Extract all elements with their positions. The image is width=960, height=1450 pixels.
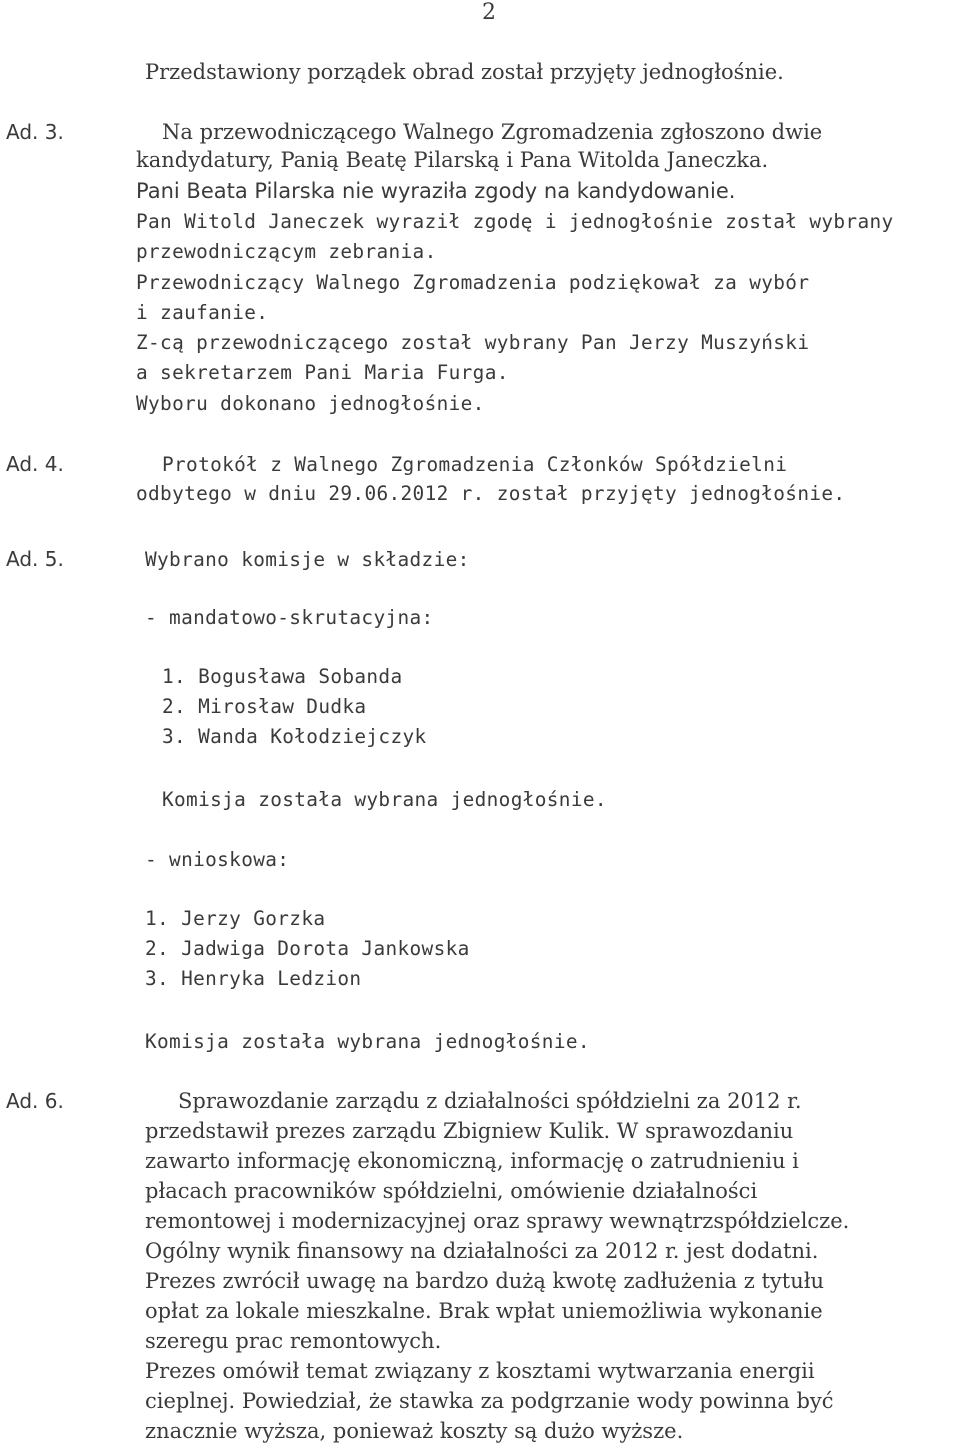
commission-member: 1. Jerzy Gorzka [145,907,326,930]
item-label-ad6: Ad. 6. [6,1089,64,1113]
ad6-line: Prezes omówił temat związany z kosztami wytwarzania energii [145,1359,815,1383]
ad6-line: płacach pracowników spółdzielni, omówienie działalności [145,1179,758,1203]
ad4-line: odbytego w dniu 29.06.2012 r. został przyjęty jednogłośnie. [136,482,846,505]
commission-member: 2. Jadwiga Dorota Jankowska [145,937,470,960]
ad3-line: a sekretarzem Pani Maria Furga. [136,361,509,384]
ad6-line: znacznie wyższa, ponieważ koszty są dużo wyższe. [145,1419,684,1443]
commission-member: 2. Mirosław Dudka [162,695,367,718]
commission-title-mandate: - mandatowo-skrutacyjna: [145,606,434,629]
ad6-line: Sprawozdanie zarządu z działalności spółdzielni za 2012 r. [178,1089,802,1113]
ad6-line: przedstawił prezes zarządu Zbigniew Kulik. W sprawozdaniu [145,1119,794,1143]
ad4-line: Protokół z Walnego Zgromadzenia Członków Spółdzielni [162,453,788,476]
ad3-line: Wyboru dokonano jednogłośnie. [136,392,485,415]
page-number: 2 [482,0,496,25]
item-label-ad3: Ad. 3. [6,120,64,144]
item-label-ad4: Ad. 4. [6,452,64,476]
commission-member: 3. Henryka Ledzion [145,967,362,990]
ad6-line: remontowej i modernizacyjnej oraz sprawy wewnątrzspółdzielcze. [145,1209,850,1233]
commission-result: Komisja została wybrana jednogłośnie. [162,788,607,811]
ad3-line: Pan Witold Janeczek wyraził zgodę i jednogłośnie został wybrany [136,210,894,233]
ad6-line: Ogólny wynik finansowy na działalności za 2012 r. jest dodatni. [145,1239,819,1263]
ad6-line: Prezes zwrócił uwagę na bardzo dużą kwotę zadłużenia z tytułu [145,1269,825,1293]
ad3-line: kandydatury, Panią Beatę Pilarską i Pana Witolda Janeczka. [136,148,769,172]
agenda-accepted-text: Przedstawiony porządek obrad został przyjęty jednogłośnie. [145,60,784,84]
ad3-line: przewodniczącym zebrania. [136,240,437,263]
ad6-line: opłat za lokale mieszkalne. Brak wpłat uniemożliwia wykonanie [145,1299,823,1323]
commissions-intro: Wybrano komisje w składzie: [145,548,470,571]
ad3-line: i zaufanie. [136,301,269,324]
commission-result: Komisja została wybrana jednogłośnie. [145,1030,590,1053]
ad6-line: cieplnej. Powiedział, że stawka za podgrzanie wody powinna być [145,1389,834,1413]
ad3-line: Przewodniczący Walnego Zgromadzenia podziękował za wybór [136,271,810,294]
ad6-line: szeregu prac remontowych. [145,1329,442,1353]
item-label-ad5: Ad. 5. [6,547,64,571]
ad6-line: zawarto informację ekonomiczną, informację o zatrudnieniu i [145,1149,799,1173]
ad3-line: Z-cą przewodniczącego został wybrany Pan Jerzy Muszyński [136,331,810,354]
ad3-line: Na przewodniczącego Walnego Zgromadzenia zgłoszono dwie [162,120,823,144]
commission-member: 1. Bogusława Sobanda [162,665,403,688]
ad3-line: Pani Beata Pilarska nie wyraziła zgody na kandydowanie. [136,179,736,203]
commission-member: 3. Wanda Kołodziejczyk [162,725,427,748]
commission-title-motions: - wnioskowa: [145,848,290,871]
